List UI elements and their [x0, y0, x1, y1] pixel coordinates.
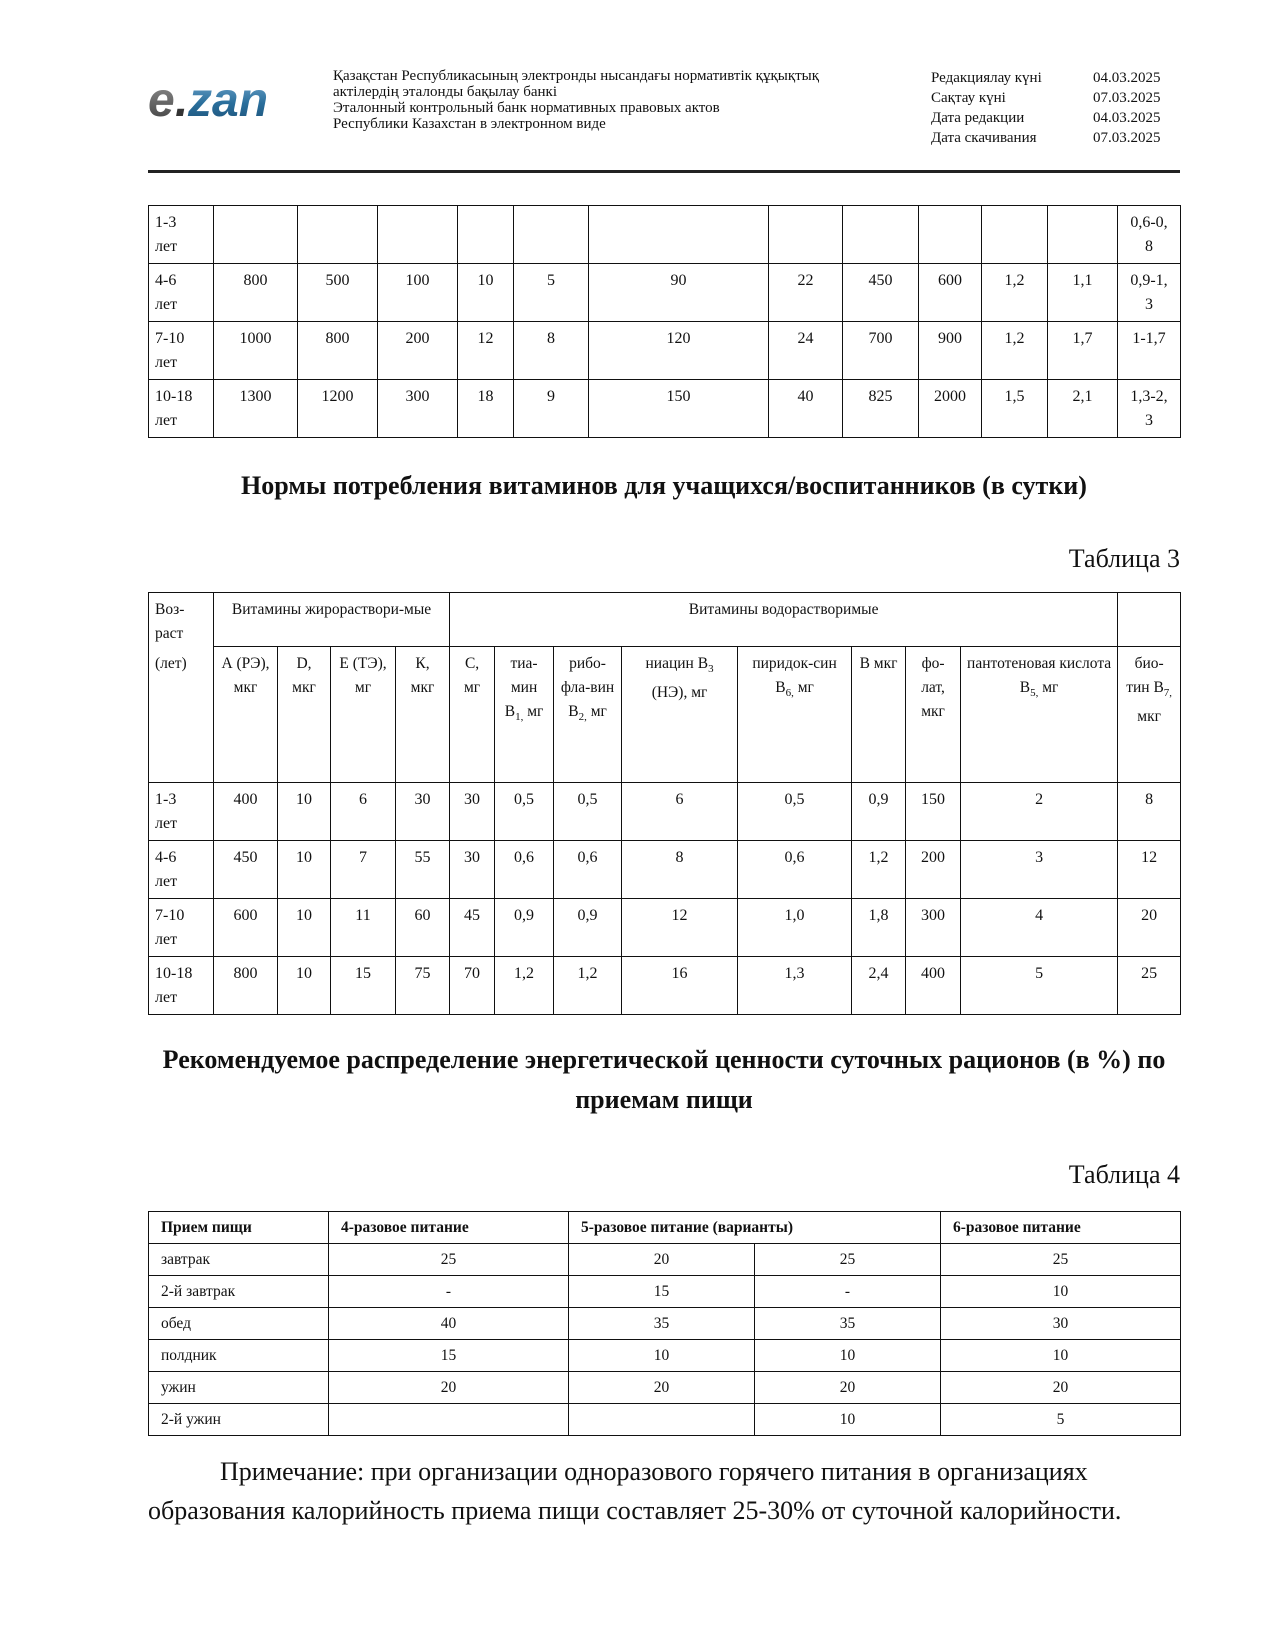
table-cell: 1000: [214, 322, 298, 380]
table-cell: [569, 1404, 755, 1436]
header-bank-title: [333, 68, 873, 132]
meta-label: Дата редакции: [931, 110, 1025, 126]
table-cell: 75: [396, 957, 450, 1015]
header-line: Эталонный контрольный банк нормативных правовых актов: [333, 100, 720, 116]
col-vitamin-a: А (РЭ), мкг: [214, 647, 278, 783]
age-unit: (лет): [155, 655, 187, 672]
table-cell: [329, 1404, 569, 1436]
col-b7-unit: мкг: [1137, 708, 1161, 726]
table-cell: 22: [769, 264, 843, 322]
table-cell: 0,5: [554, 783, 622, 841]
table-row: [149, 1340, 1181, 1372]
table-cell: 8: [1118, 783, 1181, 841]
col-folate: фо-лат, мкг: [906, 647, 961, 783]
col-vitamin-c: С, мг: [450, 647, 495, 783]
row-label-cell: 7-10 лет: [149, 899, 214, 957]
table-cell: 35: [755, 1308, 941, 1340]
table-cell: 1,7: [1048, 322, 1118, 380]
table-cell: [982, 206, 1048, 264]
table-cell: 90: [589, 264, 769, 322]
table-cell: [919, 206, 982, 264]
row-label-cell: 10-18 лет: [149, 380, 214, 438]
table-cell: 600: [214, 899, 278, 957]
table-cell: 0,6: [738, 841, 852, 899]
col-b5-sub: 5,: [1030, 687, 1039, 700]
row-label-cell: 4-6 лет: [149, 841, 214, 899]
svg-text:zan: zan: [188, 76, 269, 126]
table-cell: 1,3: [738, 957, 852, 1015]
table-cell: -: [755, 1276, 941, 1308]
meta-row: [931, 108, 1161, 128]
col-b3-text: ниацин В: [645, 655, 709, 672]
table-cell: 30: [396, 783, 450, 841]
col-b7-sub: 7,: [1163, 687, 1173, 700]
table-cell: [589, 206, 769, 264]
table-cell: 10: [755, 1404, 941, 1436]
table-cell: [458, 206, 514, 264]
vitamins-table-body: [149, 783, 1181, 1015]
table-cell: 200: [906, 841, 961, 899]
table-cell: 300: [378, 380, 458, 438]
col-b3-sub: 3: [708, 663, 714, 676]
table-cell: [514, 206, 589, 264]
table-cell: [378, 206, 458, 264]
table-cell: 11: [331, 899, 396, 957]
table-cell: 24: [769, 322, 843, 380]
table-cell: 500: [298, 264, 378, 322]
table-cell: 25: [941, 1244, 1181, 1276]
col-vitamin-b6: [738, 647, 852, 783]
table-cell: 20: [569, 1244, 755, 1276]
table-cell: 30: [941, 1308, 1181, 1340]
row-label-cell: ужин: [149, 1372, 329, 1404]
table-cell: 0,5: [738, 783, 852, 841]
table-cell: 20: [569, 1372, 755, 1404]
header-line: актілердің эталонды бақылау банкі: [333, 84, 557, 100]
table-cell: 3: [961, 841, 1118, 899]
fat-soluble-group: Витамины жирораствори-мые: [214, 593, 450, 647]
table-cell: 800: [298, 322, 378, 380]
table-cell: [843, 206, 919, 264]
table-cell: 0,6-0,8: [1118, 206, 1181, 264]
empty-header-cell: [1118, 593, 1181, 647]
row-label-cell: 2-й ужин: [149, 1404, 329, 1436]
col-b6-text: пиридок-син В: [752, 655, 837, 696]
table-cell: 16: [622, 957, 738, 1015]
table-row: [149, 899, 1181, 957]
svg-text:.: .: [175, 76, 189, 126]
table-cell: 7: [331, 841, 396, 899]
table-cell: 10: [278, 957, 331, 1015]
table-cell: [769, 206, 843, 264]
table-cell: 100: [378, 264, 458, 322]
table-row: [149, 264, 1181, 322]
table-cell: 450: [843, 264, 919, 322]
col-b7-text: био-тин В: [1126, 655, 1164, 696]
table-cell: 1200: [298, 380, 378, 438]
table-header-row: [149, 1212, 1181, 1244]
row-label-cell: 4-6 лет: [149, 264, 214, 322]
meta-row: [931, 88, 1161, 108]
table-row: [149, 783, 1181, 841]
table-cell: 2: [961, 783, 1118, 841]
meta-label: Редакциялау күні: [931, 70, 1042, 86]
table-cell: 10: [569, 1340, 755, 1372]
col-b1-text: тиа-мин В: [504, 655, 538, 720]
table-cell: 200: [378, 322, 458, 380]
minerals-table-body: [149, 206, 1181, 438]
svg-text:e: e: [148, 76, 175, 126]
meta-value: 07.03.2025: [1093, 130, 1161, 146]
header-divider: [148, 170, 1180, 173]
header-meta: [931, 68, 1161, 148]
col-meal: Прием пищи: [149, 1212, 329, 1244]
meta-label: Сақтау күні: [931, 90, 1006, 106]
table-cell: 150: [906, 783, 961, 841]
table-cell: 800: [214, 264, 298, 322]
table-subheader-row: [149, 647, 1181, 783]
table-row: [149, 1276, 1181, 1308]
table-row: [149, 1404, 1181, 1436]
table-cell: 30: [450, 841, 495, 899]
table-cell: 825: [843, 380, 919, 438]
col-b6-unit: мг: [797, 679, 814, 696]
table-cell: 10: [278, 899, 331, 957]
table-row: [149, 841, 1181, 899]
table-cell: 300: [906, 899, 961, 957]
table-cell: 1,0: [738, 899, 852, 957]
table-cell: 10: [278, 783, 331, 841]
table-cell: 15: [569, 1276, 755, 1308]
table-cell: 1,1: [1048, 264, 1118, 322]
table-cell: 0,6: [554, 841, 622, 899]
table-cell: [1048, 206, 1118, 264]
col-b5-text: пантотеновая кислота В: [967, 655, 1112, 696]
table-cell: 800: [214, 957, 278, 1015]
meta-row: [931, 128, 1161, 148]
col-vitamin-d: D, мкг: [278, 647, 331, 783]
table-cell: 40: [329, 1308, 569, 1340]
table-cell: 15: [331, 957, 396, 1015]
table-cell: 0,9: [852, 783, 906, 841]
table-row: [149, 206, 1181, 264]
col-vitamin-b7: [1118, 647, 1181, 783]
table-cell: 120: [589, 322, 769, 380]
table-cell: 0,9: [554, 899, 622, 957]
row-label-cell: полдник: [149, 1340, 329, 1372]
table-cell: 10: [941, 1340, 1181, 1372]
table-cell: 70: [450, 957, 495, 1015]
col-b1-unit: мг: [527, 703, 544, 720]
col-vitamin-b1: [495, 647, 554, 783]
col-vitamin-k: К, мкг: [396, 647, 450, 783]
ezan-logo: [148, 76, 298, 126]
table-cell: 1,8: [852, 899, 906, 957]
table-cell: 20: [329, 1372, 569, 1404]
energy-table-body: [149, 1244, 1181, 1436]
table-cell: 0,6: [495, 841, 554, 899]
table-cell: -: [329, 1276, 569, 1308]
energy-table: [148, 1211, 1181, 1436]
table-header-row: [149, 593, 1181, 647]
table-cell: 1,2: [982, 264, 1048, 322]
col-b5-unit: мг: [1042, 679, 1059, 696]
table-cell: [214, 206, 298, 264]
table-cell: 0,5: [495, 783, 554, 841]
table-cell: 10: [941, 1276, 1181, 1308]
table-cell: 30: [450, 783, 495, 841]
row-label-cell: 1-3 лет: [149, 783, 214, 841]
table-cell: 2000: [919, 380, 982, 438]
table-cell: 8: [514, 322, 589, 380]
table-row: [149, 322, 1181, 380]
table3-label: Таблица 3: [1068, 544, 1180, 573]
table-cell: 45: [450, 899, 495, 957]
table-cell: 400: [906, 957, 961, 1015]
table-cell: 18: [458, 380, 514, 438]
table-cell: 25: [1118, 957, 1181, 1015]
table-cell: 1,2: [554, 957, 622, 1015]
age-header: Воз-раст: [155, 601, 185, 642]
meta-value: 07.03.2025: [1093, 90, 1161, 106]
col-vitamin-e: Е (ТЭ), мг: [331, 647, 396, 783]
energy-heading: Рекомендуемое распределение энергетической ценности суточных рационов (в %) по приемам пищи: [162, 1045, 1166, 1114]
meta-label: Дата скачивания: [931, 130, 1037, 146]
table-cell: 55: [396, 841, 450, 899]
col-six-meals: 6-разовое питание: [941, 1212, 1181, 1244]
table-cell: 12: [1118, 841, 1181, 899]
table-cell: 900: [919, 322, 982, 380]
table-row: [149, 1308, 1181, 1340]
col-b2-unit: мг: [590, 703, 607, 720]
header-line: Республики Казахстан в электронном виде: [333, 116, 606, 132]
table-cell: 5: [961, 957, 1118, 1015]
table-cell: 10: [458, 264, 514, 322]
col-b6-sub: 6,: [785, 687, 794, 700]
table-row: [149, 1372, 1181, 1404]
note-text: Примечание: при организации одноразового горячего питания в организациях образования калорийность приема пищи составляет 25-30% от суточной калорийности.: [148, 1457, 1122, 1525]
table4-label: Таблица 4: [1068, 1160, 1180, 1189]
row-label-cell: обед: [149, 1308, 329, 1340]
col-four-meals: 4-разовое питание: [329, 1212, 569, 1244]
meta-value: 04.03.2025: [1093, 70, 1161, 86]
table-cell: 20: [941, 1372, 1181, 1404]
header-line: Қазақстан Республикасының электронды нысандағы нормативтік құқықтық: [333, 68, 820, 84]
table-cell: 1,3-2,3: [1118, 380, 1181, 438]
minerals-table: [148, 205, 1181, 438]
table-cell: 20: [1118, 899, 1181, 957]
table-cell: 6: [622, 783, 738, 841]
table-cell: 12: [622, 899, 738, 957]
col-five-meals: 5-разовое питание (варианты): [569, 1212, 941, 1244]
table-cell: 600: [919, 264, 982, 322]
col-b2-text: рибо-фла-вин В: [560, 655, 615, 720]
table-cell: 1,5: [982, 380, 1048, 438]
col-b2-sub: 2,: [578, 711, 587, 724]
table-cell: 400: [214, 783, 278, 841]
table-cell: 1-1,7: [1118, 322, 1181, 380]
table-cell: 35: [569, 1308, 755, 1340]
table-cell: 700: [843, 322, 919, 380]
table-cell: 1,2: [852, 841, 906, 899]
table-cell: 6: [331, 783, 396, 841]
table-cell: 150: [589, 380, 769, 438]
table-cell: 0,9: [495, 899, 554, 957]
table-cell: 1300: [214, 380, 298, 438]
table-cell: 4: [961, 899, 1118, 957]
table-cell: 12: [458, 322, 514, 380]
table-cell: 10: [755, 1340, 941, 1372]
age-header-cell: [149, 593, 214, 783]
vitamins-table: [148, 592, 1181, 1015]
row-label-cell: завтрак: [149, 1244, 329, 1276]
table-cell: 8: [622, 841, 738, 899]
table-cell: 0,9-1,3: [1118, 264, 1181, 322]
table-cell: 60: [396, 899, 450, 957]
row-label-cell: 10-18 лет: [149, 957, 214, 1015]
table-cell: 2,1: [1048, 380, 1118, 438]
table-cell: 1,2: [982, 322, 1048, 380]
col-vitamin-b12: В мкг: [852, 647, 906, 783]
table-cell: 5: [514, 264, 589, 322]
table-cell: 9: [514, 380, 589, 438]
page-header: [148, 66, 1180, 170]
table-cell: 1,2: [495, 957, 554, 1015]
col-vitamin-b3: [622, 647, 738, 783]
meta-row: [931, 68, 1161, 88]
table-row: [149, 1244, 1181, 1276]
col-vitamin-b5: [961, 647, 1118, 783]
table-cell: 5: [941, 1404, 1181, 1436]
table-cell: 450: [214, 841, 278, 899]
table-cell: 2,4: [852, 957, 906, 1015]
table-row: [149, 957, 1181, 1015]
table-cell: 20: [755, 1372, 941, 1404]
table-row: [149, 380, 1181, 438]
meta-value: 04.03.2025: [1093, 110, 1161, 126]
table-cell: 40: [769, 380, 843, 438]
row-label-cell: 7-10 лет: [149, 322, 214, 380]
row-label-cell: 2-й завтрак: [149, 1276, 329, 1308]
col-b3-unit: (НЭ), мг: [651, 684, 708, 702]
water-soluble-group: Витамины водорастворимые: [450, 593, 1118, 647]
table-cell: [298, 206, 378, 264]
col-vitamin-b2: [554, 647, 622, 783]
row-label-cell: 1-3 лет: [149, 206, 214, 264]
col-b1-sub: 1,: [515, 711, 524, 724]
table-cell: 10: [278, 841, 331, 899]
table-cell: 25: [755, 1244, 941, 1276]
table-cell: 25: [329, 1244, 569, 1276]
vitamins-heading: Нормы потребления витаминов для учащихся/воспитанников (в сутки): [241, 471, 1087, 500]
note-paragraph: [148, 1452, 1180, 1530]
table-cell: 15: [329, 1340, 569, 1372]
